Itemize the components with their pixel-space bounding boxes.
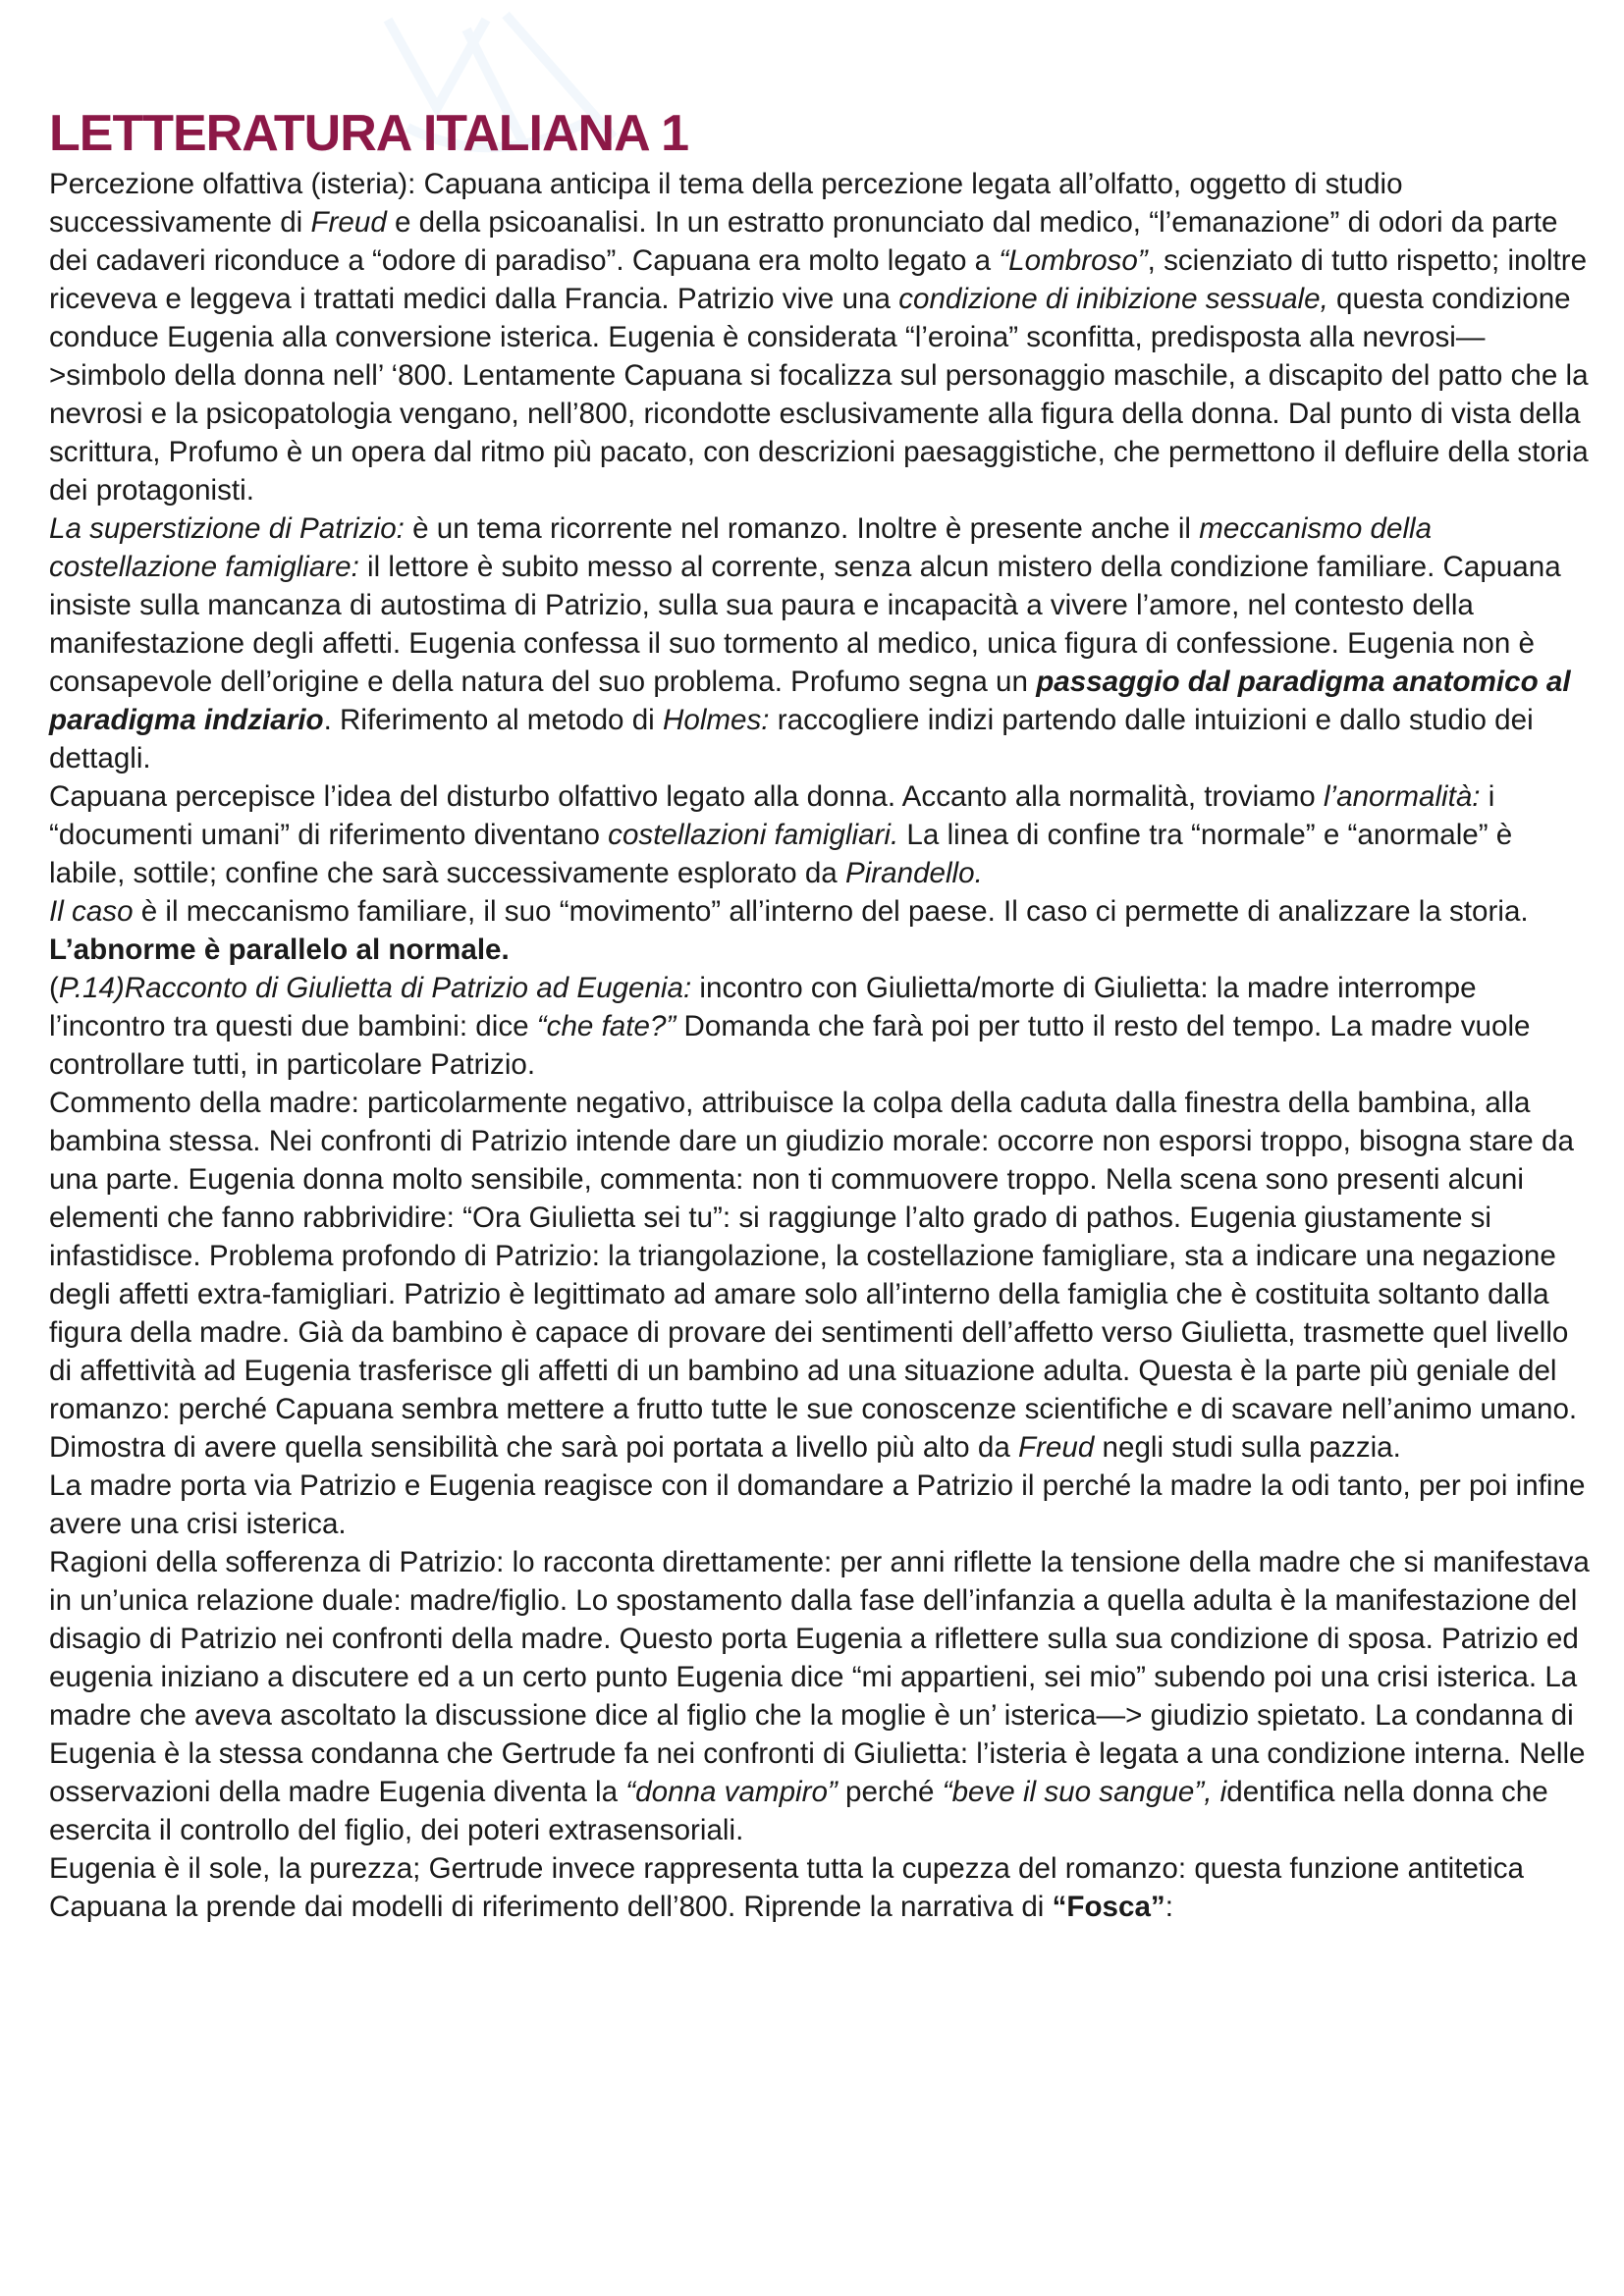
text-run: e della psicoanalisi. In un estratto pronunciato dal medico, “l’emanazione” di odori da parte dei cadaveri riconduce a “odore di paradiso”. Capuana era molto legato a [49,206,1558,277]
emphasis-run: Pirandello. [844,857,983,889]
emphasis-run: condizione di inibizione sessuale, [898,283,1328,315]
text-run: ( [49,972,59,1004]
emphasis-run: l’anormalità: [1323,780,1481,813]
text-run: , scienziato di tutto rispetto; inoltre riceveva e leggeva i trattati medici dalla Francia. Patrizio vive una [49,244,1588,315]
text-run: questa condizione conduce Eugenia alla conversione isterica. Eugenia è considerata “l’eroina” sconfitta, predisposta alla nevrosi—>simbolo della donna nell’ ‘800. Lentamente Capuana si focalizza sul personaggio maschile, a discapito del patto che la nevrosi e la psicopatologia vengano, nell’800, ricondotte esclusivamente alla figura della donna. Dal punto di vista della scrittura, Profumo è un opera dal ritmo più pacato, con descrizioni paesaggistiche, che permettono il defluire della storia dei protagonisti. [49,283,1589,507]
text-run: La madre porta via Patrizio e Eugenia reagisce con il domandare a Patrizio il perché la madre la odi tanto, per poi infine avere una crisi isterica. [49,1469,1586,1540]
emphasis-run: “beve il suo sangue”, i [942,1776,1227,1808]
text-run: perché [837,1776,943,1808]
document-body [49,165,1591,1926]
text-run: Domanda che farà poi per tutto il resto del tempo. La madre vuole controllare tutti, in particolare Patrizio. [49,1010,1531,1081]
paragraph [49,892,1591,969]
paragraph [49,1467,1591,1543]
text-run: dentifica nella donna che esercita il controllo del figlio, dei poteri extrasensoriali. [49,1776,1548,1846]
emphasis-run: Il caso [49,895,134,928]
paragraph [49,1849,1591,1926]
emphasis-run: passaggio dal paradigma anatomico al paradigma indziario [49,666,1571,736]
emphasis-run: “donna vampiro” [625,1776,838,1808]
document-title: LETTERATURA ITALIANA 1 [49,105,689,162]
paragraph [49,1084,1591,1467]
paragraph [49,969,1591,1084]
text-run: Percezione olfattiva (isteria): Capuana anticipa il tema della percezione legata all’olfatto, oggetto di studio successivamente di [49,168,1403,239]
document-page [49,104,1591,1926]
emphasis-run: L’abnorme è parallelo al normale. [49,934,510,966]
text-run: Capuana percepisce l’idea del disturbo olfattivo legato alla donna. Accanto alla normalità, troviamo [49,780,1324,813]
text-run: : [1164,1891,1173,1923]
text-run: il lettore è subito messo al corrente, senza alcun mistero della condizione familiare. Capuana insiste sulla mancanza di autostima di Patrizio, sulla sua paura e incapacità a vivere l’amore, nel contesto della manifestazione degli affetti. Eugenia confessa il suo tormento al medico, unica figura di confessione. Eugenia non è consapevole dell’origine e della natura del suo problema. Profumo segna un [49,551,1561,698]
text-run: La linea di confine tra “normale” e “anormale” è labile, sottile; confine che sarà successivamente esplorato da [49,819,1513,889]
text-run: . Riferimento al metodo di [323,704,663,736]
text-run: negli studi sulla pazzia. [1094,1431,1401,1464]
text-run: è un tema ricorrente nel romanzo. Inoltre è presente anche il [404,512,1200,545]
emphasis-run: costellazioni famigliari. [608,819,899,851]
emphasis-run: “che fate?” [536,1010,677,1042]
emphasis-run: La superstizione di Patrizio: [49,512,405,545]
emphasis-run: P.14)Racconto di Giulietta di Patrizio ad Eugenia: [58,972,692,1004]
paragraph [49,777,1591,892]
text-run: raccogliere indizi partendo dalle intuizioni e dallo studio dei dettagli. [49,704,1534,774]
emphasis-run: meccanismo della costellazione famigliare: [49,512,1433,583]
paragraph [49,1543,1591,1849]
paragraph [49,509,1591,777]
text-run: Ragioni della sofferenza di Patrizio: lo racconta direttamente: per anni riflette la tensione della madre che si manifestava in un’unica relazione duale: madre/figlio. Lo spostamento dalla fase dell’infanzia a quella adulta è la manifestazione del disagio di Patrizio nei confronti della madre. Questo porta Eugenia a riflettere sulla sua condizione di sposa. Patrizio ed eugenia iniziano a discutere ed a un certo punto Eugenia dice “mi appartieni, sei mio” subendo poi una crisi isterica. La madre che aveva ascoltato la discussione dice al figlio che la moglie è un’ isterica—> giudizio spietato. La condanna di Eugenia è la stessa condanna che Gertrude fa nei confronti di Giulietta: l’isteria è legata a una condizione interna. Nelle osservazioni della madre Eugenia diventa la [49,1546,1590,1808]
emphasis-run: Freud [1018,1431,1095,1464]
paragraph [49,165,1591,509]
text-run: Commento della madre: particolarmente negativo, attribuisce la colpa della caduta dalla finestra della bambina, alla bambina stessa. Nei confronti di Patrizio intende dare un giudizio morale: occorre non esporsi troppo, bisogna stare da una parte. Eugenia donna molto sensibile, commenta: non ti commuovere troppo. Nella scena sono presenti alcuni elementi che fanno rabbrividire: “Ora Giulietta sei tu”: si raggiunge l’alto grado di pathos. Eugenia giustamente si infastidisce. Problema profondo di Patrizio: la triangolazione, la costellazione famigliare, sta a indicare una negazione degli affetti extra-famigliari. Patrizio è legittimato ad amare solo all’interno della famiglia che è costituita soltanto dalla figura della madre. Già da bambino è capace di provare dei sentimenti dell’affetto verso Giulietta, trasmette quel livello di affettività ad Eugenia trasferisce gli affetti di un bambino ad una situazione adulta. Questa è la parte più geniale del romanzo: perché Capuana sembra mettere a frutto tutte le sue conoscenze scientifiche e di scavare nell’animo umano. Dimostra di avere quella sensibilità che sarà poi portata a livello più alto da [49,1087,1578,1464]
emphasis-run: Holmes: [662,704,770,736]
text-run: Eugenia è il sole, la purezza; Gertrude invece rappresenta tutta la cupezza del romanzo: questa funzione antitetica Capuana la prende dai modelli di riferimento dell’800. Riprende la narrativa di [49,1852,1524,1923]
text-run: è il meccanismo familiare, il suo “movimento” all’interno del paese. Il caso ci permette di analizzare la storia. [133,895,1529,928]
emphasis-run: “Lombroso” [999,244,1148,277]
text-run: i “documenti umani” di riferimento diventano [49,780,1495,851]
emphasis-run: “Fosca” [1052,1891,1165,1923]
emphasis-run: Freud [310,206,387,239]
text-run: incontro con Giulietta/morte di Giulietta: la madre interrompe l’incontro tra questi due bambini: dice [49,972,1477,1042]
